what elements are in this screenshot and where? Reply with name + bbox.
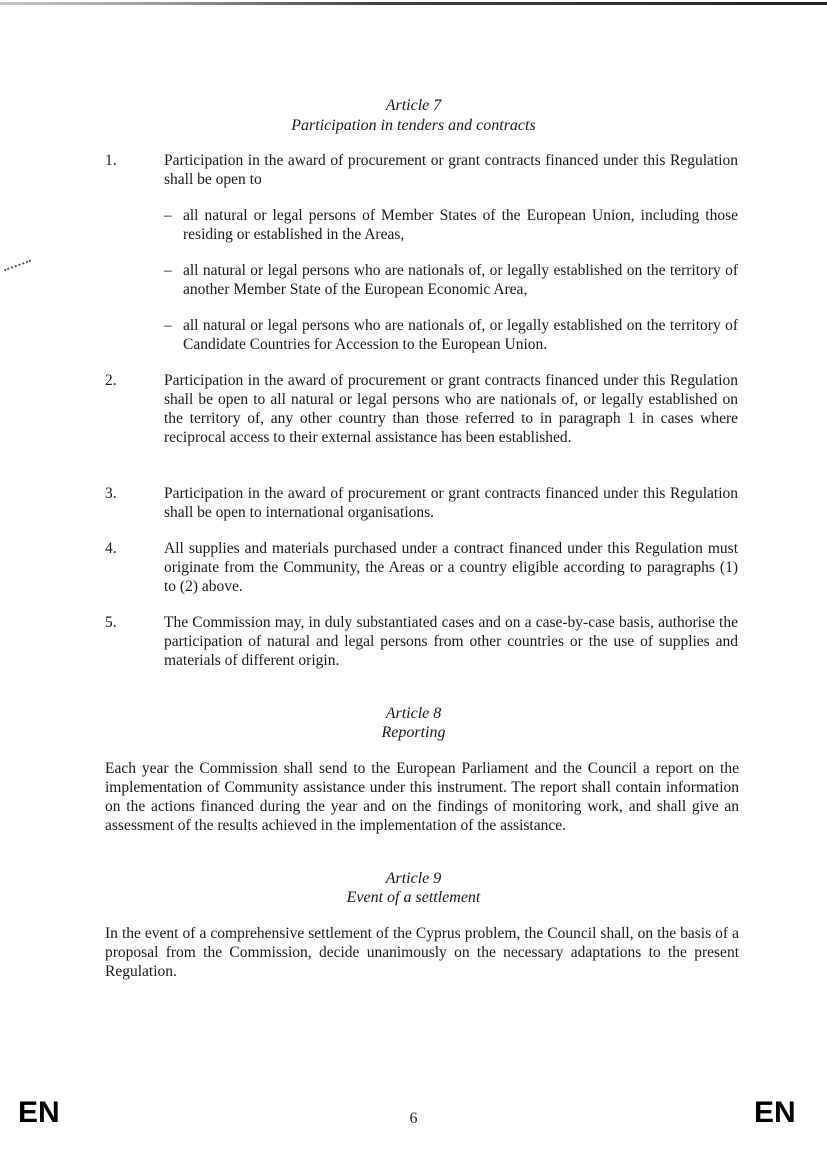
item-2-text: Participation in the award of procurement or grant contracts financed under this Regulation shall be open to all natural or legal persons who are nationals of, or legally established on the territory of, any other country than those referred to in paragraph 1 in cases where reciprocal access to their external assistance has been established. — [164, 372, 738, 446]
page-number: 6 — [409, 1110, 418, 1127]
bullet-dash: – — [164, 262, 172, 279]
article-9-title: Article 9 — [385, 870, 442, 887]
article-8-title: Article 8 — [385, 705, 442, 722]
article-7-title: Article 7 — [385, 97, 442, 114]
item-1-text: Participation in the award of procurement or grant contracts financed under this Regulation shall be open to — [164, 152, 738, 188]
item-2-number: 2. — [105, 372, 117, 389]
bullet-dash: – — [164, 317, 172, 334]
item-3-text: Participation in the award of procurement or grant contracts financed under this Regulation shall be open to international organisations. — [164, 485, 738, 521]
item-1-number: 1. — [105, 152, 117, 169]
item-5-number: 5. — [105, 614, 117, 631]
scan-top-rule — [0, 2, 827, 5]
item-5-text: The Commission may, in duly substantiated cases and on a case-by-case basis, authorise the participation of natural and legal persons from other countries or the use of supplies and materials of different origin. — [164, 614, 738, 669]
language-code-right: EN — [754, 1096, 796, 1129]
scan-artifact — [4, 260, 36, 285]
article-8-text: Each year the Commission shall send to the European Parliament and the Council a report on the implementation of Community assistance under this instrument. The report shall contain information on the actions financed during the year and on the findings of monitoring work, and shall give an assessment of the results achieved in the implementation of the assistance. — [105, 760, 739, 834]
article-7-subtitle: Participation in tenders and contracts — [291, 117, 536, 134]
article-9-text: In the event of a comprehensive settlement of the Cyprus problem, the Council shall, on the basis of a proposal from the Commission, decide unanimously on the necessary adaptations to the present Regulation. — [105, 925, 739, 980]
item-4-text: All supplies and materials purchased under a contract financed under this Regulation must originate from the Community, the Areas or a country eligible according to paragraphs (1) to (2) above. — [164, 540, 738, 595]
item-1-bullet-1: all natural or legal persons of Member States of the European Union, including those residing or established in the Areas, — [183, 207, 738, 243]
item-1-bullet-3: all natural or legal persons who are nationals of, or legally established on the territory of Candidate Countries for Accession to the European Union. — [183, 317, 738, 353]
language-code-left: EN — [18, 1096, 60, 1129]
article-8-subtitle: Reporting — [381, 724, 446, 741]
item-4-number: 4. — [105, 540, 117, 557]
item-3-number: 3. — [105, 485, 117, 502]
article-9-subtitle: Event of a settlement — [346, 889, 481, 906]
bullet-dash: – — [164, 207, 172, 224]
item-1-bullet-2: all natural or legal persons who are nationals of, or legally established on the territory of another Member State of the European Economic Area, — [183, 262, 738, 298]
